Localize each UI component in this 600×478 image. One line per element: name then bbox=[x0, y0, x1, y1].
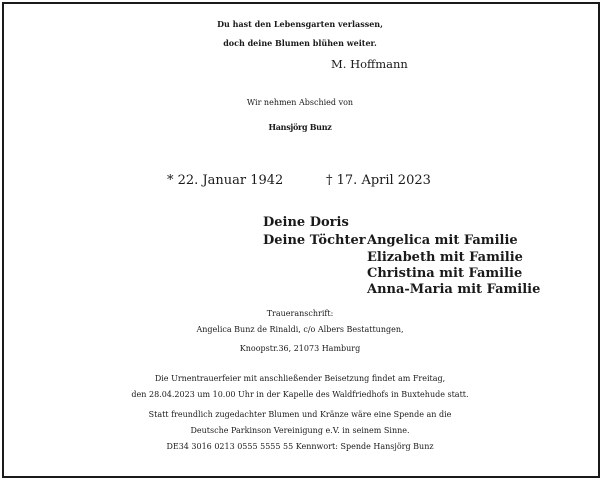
address-label: Traueranschrift: bbox=[266, 309, 334, 318]
mourner-daughters-label: Deine Töchter bbox=[263, 233, 366, 248]
address-line-1: Angelica Bunz de Rinaldi, c/o Albers Bestattungen, bbox=[196, 325, 404, 334]
mourner-daughter: Angelica mit Familie bbox=[367, 233, 518, 248]
ceremony-line-2: den 28.04.2023 um 10.00 Uhr in der Kapelle des Waldfriedhofs in Buxtehude statt. bbox=[131, 390, 469, 399]
mourner-wife: Deine Doris bbox=[263, 215, 349, 230]
ceremony-line-1: Die Urnentrauerfeier mit anschließender Beisetzung findet am Freitag, bbox=[154, 374, 446, 383]
donation-line-2: Deutsche Parkinson Vereinigung e.V. in seinem Sinne. bbox=[190, 426, 410, 435]
quote-line-1: Du hast den Lebensgarten verlassen, bbox=[217, 19, 383, 29]
farewell-intro: Wir nehmen Abschied von bbox=[246, 98, 354, 107]
birth-date: * 22. Januar 1942 bbox=[167, 173, 284, 188]
mourner-daughter: Christina mit Familie bbox=[367, 266, 523, 281]
deceased-name: Hansjörg Bunz bbox=[268, 122, 332, 132]
quote-author: M. Hoffmann bbox=[331, 57, 408, 71]
mourner-daughter: Anna-Maria mit Familie bbox=[367, 282, 541, 297]
death-date: † 17. April 2023 bbox=[326, 173, 431, 188]
donation-line-1: Statt freundlich zugedachter Blumen und Kränze wäre eine Spende an die bbox=[148, 410, 452, 419]
address-line-2: Knoopstr.36, 21073 Hamburg bbox=[239, 344, 361, 353]
mourner-daughter: Elizabeth mit Familie bbox=[367, 250, 523, 265]
donation-line-3: DE34 3016 0213 0555 5555 55 Kennwort: Spende Hansjörg Bunz bbox=[166, 442, 434, 451]
quote-line-2: doch deine Blumen blühen weiter. bbox=[223, 38, 377, 48]
